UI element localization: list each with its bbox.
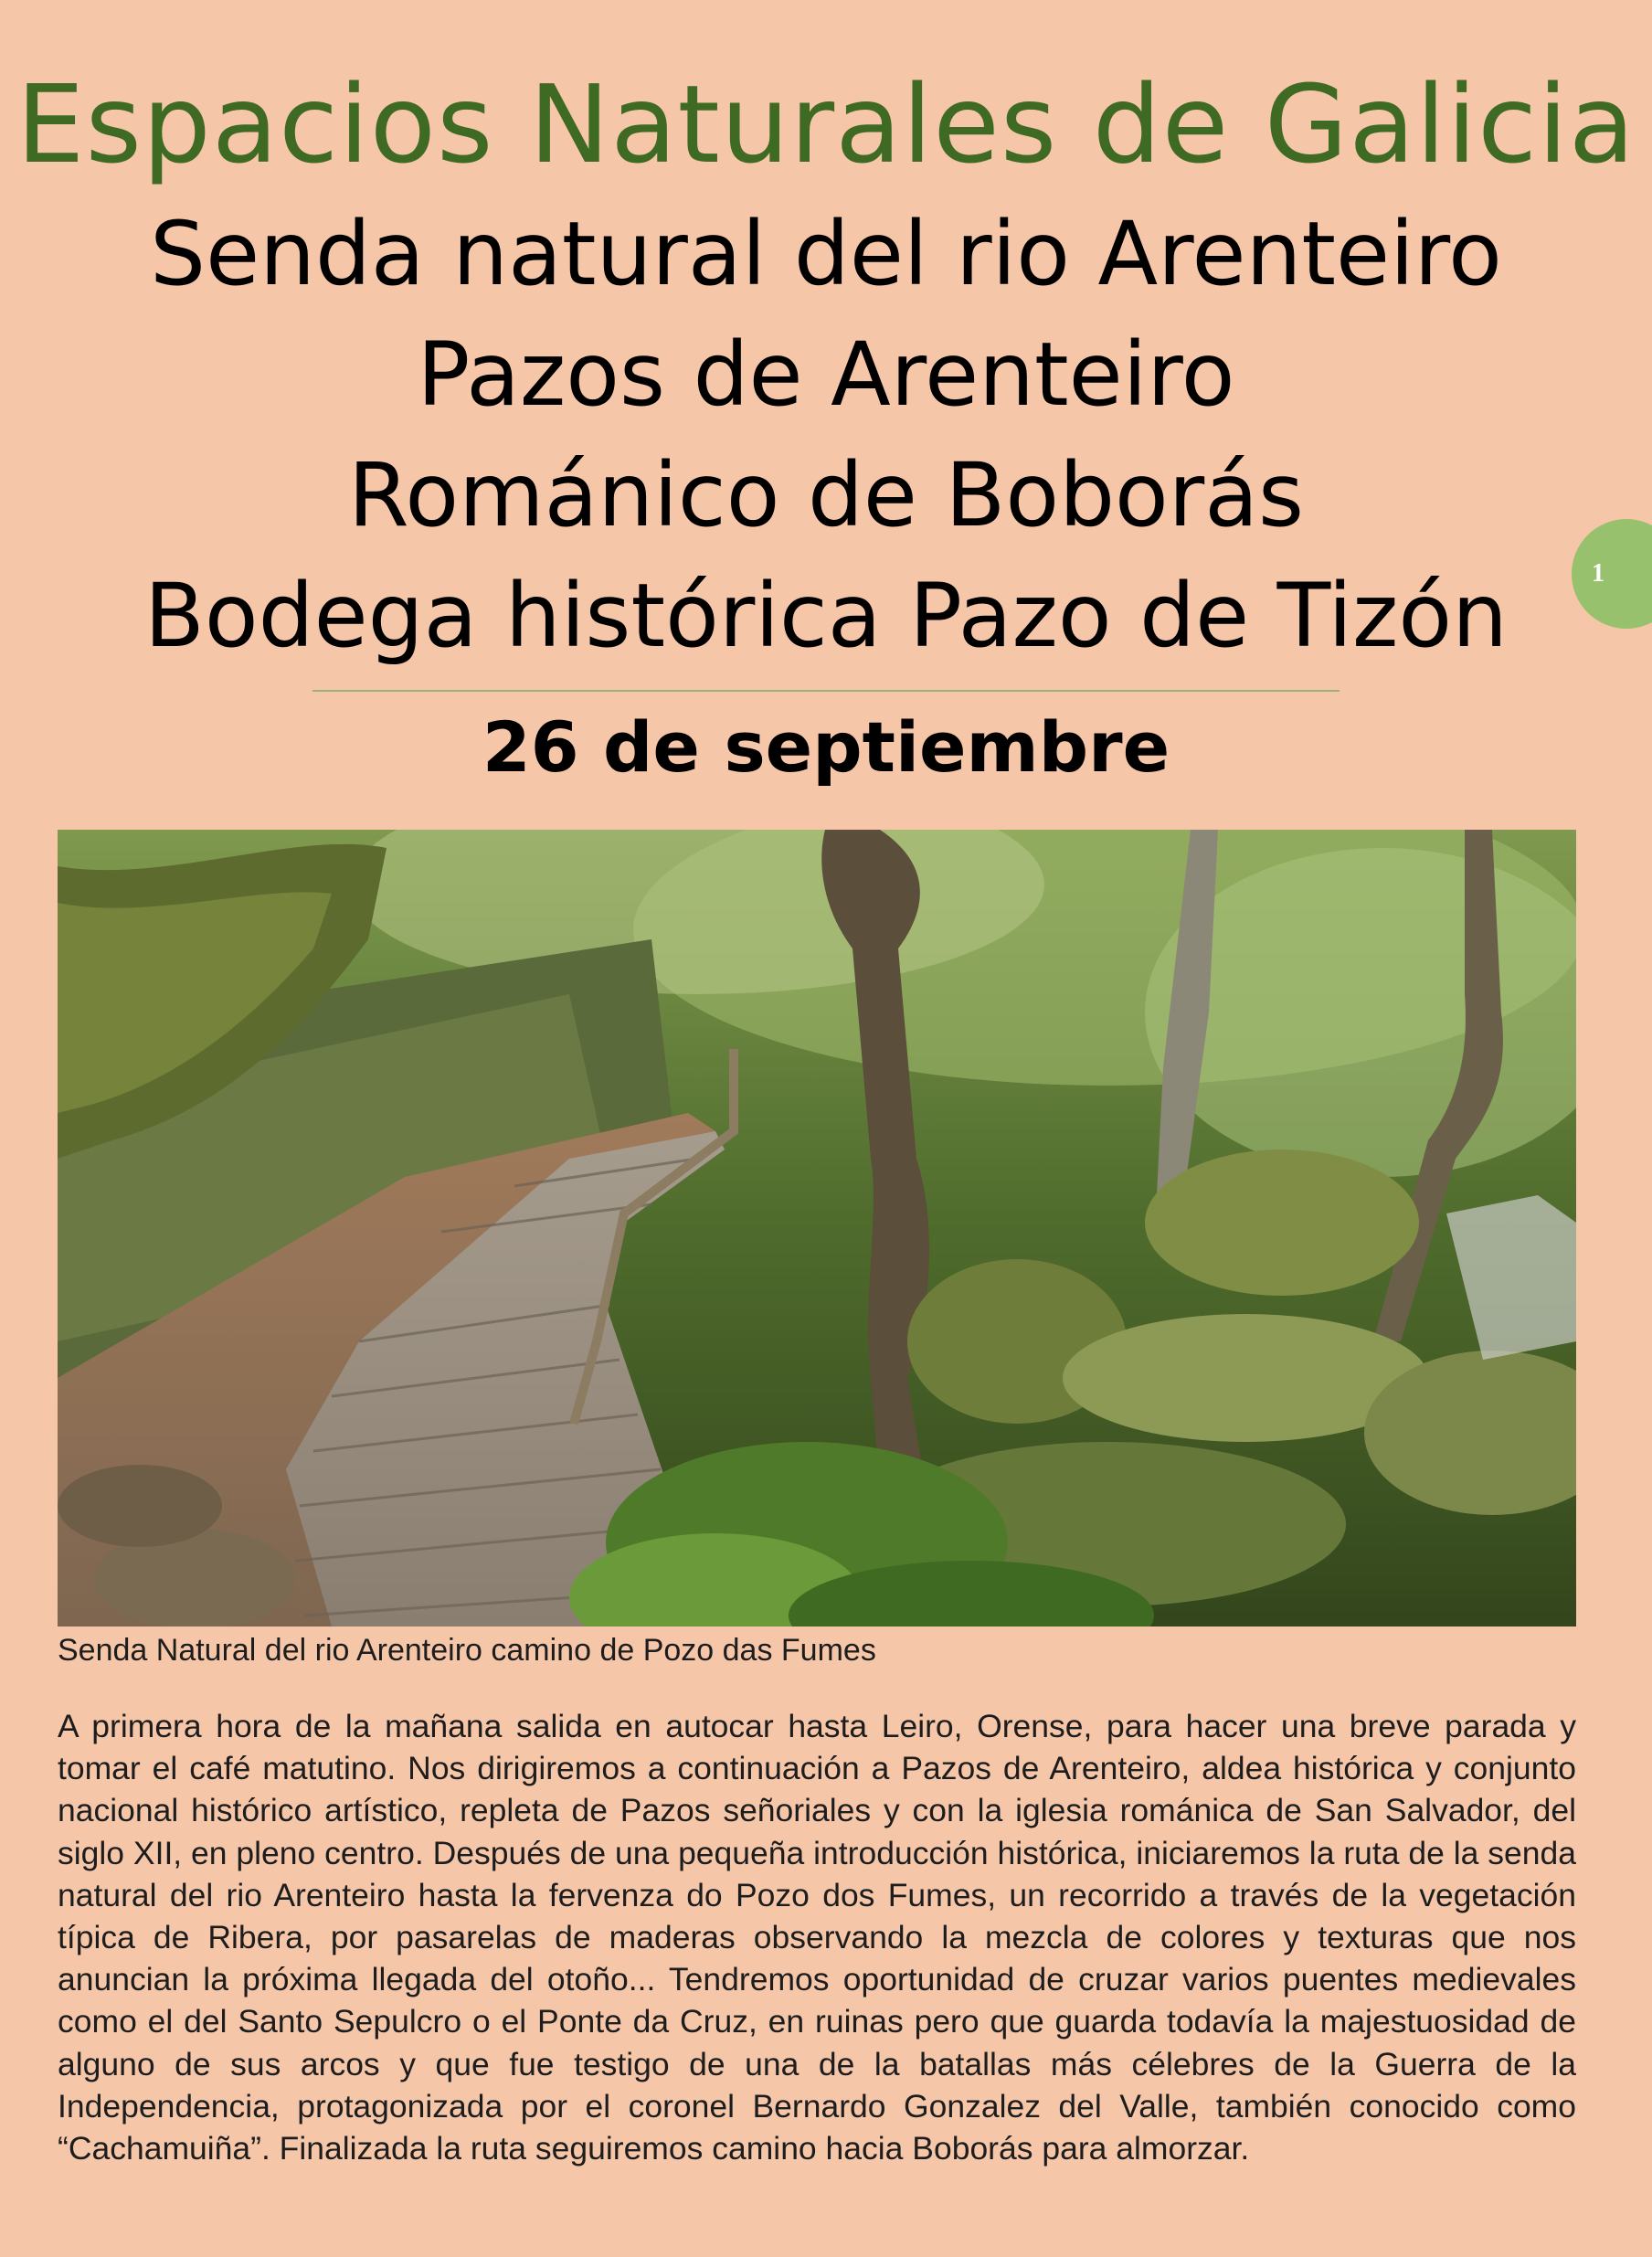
description-paragraph: A primera hora de la mañana salida en autocar hasta Leiro, Orense, para hacer una breve parada y tomar el café matutino. Nos dirigiremos a continuación a Pazos de Arenteiro, aldea histórica y conjunto nacional histórico artístico, repleta de Pazos señoriales y con la iglesia románica de San Salvador, del siglo XII, en pleno centro. Después de una pequeña introducción histórica, iniciaremos la ruta de la senda natural del rio Arenteiro hasta la fervenza do Pozo dos Fumes, un recorrido a través de la vegetación típica de Ribera, por pasarelas de maderas observando la mezcla de colores y texturas que nos anuncian la próxima llegada del otoño... Tendremos oportunidad de cruzar varios puentes medievales como el del Santo Sepulcro o el Ponte da Cruz, en ruinas pero que guarda todavía la majestuosidad de alguno de sus arcos y que fue testigo de una de la batallas más célebres de la Guerra de la Independencia, protagonizada por el coronel Bernardo Gonzalez del Valle, también conocido como “Cachamuiña”. Finalizada la ruta seguiremos camino hacia Boborás para almorzar. [58,1708,1576,2167]
divider [312,690,1340,692]
page-number: 1 [1592,559,1604,588]
subtitle-line-3: Románico de Boborás [347,444,1305,546]
subtitle-line-4: Bodega histórica Pazo de Tizón [144,565,1508,667]
event-date: 26 de septiembre [482,706,1170,788]
subtitle-line-1: Senda natural del rio Arenteiro [150,203,1502,305]
forest-boardwalk-photo [58,830,1576,1627]
page-title: Espacios Naturales de Galicia [16,61,1636,187]
page-header [0,55,1652,676]
photo-caption: Senda Natural del rio Arenteiro camino de Pozo das Fumes [58,1633,876,1668]
subtitle-line-2: Pazos de Arenteiro [417,323,1235,426]
